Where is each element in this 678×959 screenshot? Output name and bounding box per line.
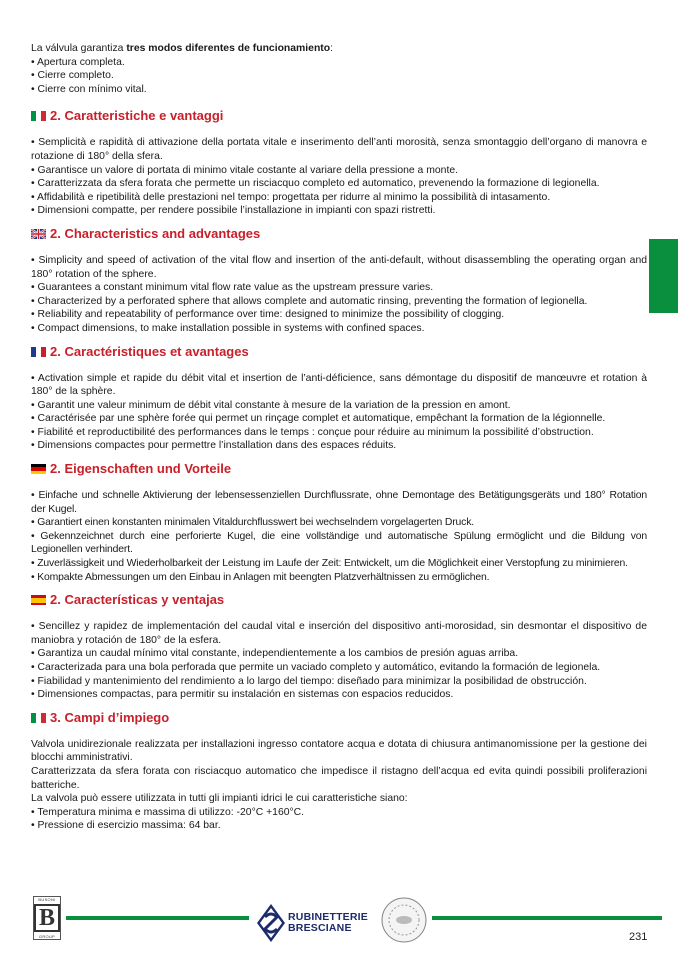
list-item: • Sencillez y rapidez de implementación del caudal vital e inserción del dispositivo anti-morosidad, sin desmontar el dispositivo de maniobra y rotación de 180° de la esfera. [31,620,647,647]
brand-logo [256,900,368,946]
group-logo-letter: B [34,904,60,932]
bullet-list [31,620,647,702]
list-item: • Dimensioni compatte, per rendere possibile l’installazione in impianti con spazi ristretti. [31,204,647,218]
list-item: • Garantiza un caudal mínimo vital constante, independientemente a los cambios de presión aguas arriba. [31,647,647,661]
section-heading [31,108,647,124]
page-number: 231 [629,931,648,943]
uk-flag-icon [31,229,46,239]
footer-rule [66,916,249,920]
germany-flag-icon [31,464,46,474]
intro-block [31,42,647,96]
section-en [31,226,647,336]
section-tab [649,239,678,313]
section-title: 2. Eigenschaften und Vorteile [50,461,232,477]
busoni-group-logo [33,896,61,940]
section-de [31,461,647,584]
list-item: • Garantit une valeur minimum de débit vital constante à mesure de la variation de la pression en amont. [31,399,647,413]
list-item: • Semplicità e rapidità di attivazione della portata vitale e inserimento dell’anti morosità, senza smontaggio dell’organo di manovra e rotazione di 180° della sfera. [31,136,647,163]
list-item: • Caratterizzata da sfera forata che permette un risciacquo completo ed automatico, prevenendo la formazione di legionella. [31,177,647,191]
section-title: 2. Characteristics and advantages [50,225,261,241]
list-item: • Garantiert einen konstanten minimalen Vitaldurchflusswert bei wechselndem vorgelagerten Druck. [31,516,647,530]
bullet-list [31,372,647,454]
list-item: • Reliability and repeatability of performance over time: designed to minimize the possibility of clogging. [31,308,647,322]
list-item: • Dimensions compactes pour permettre l’installation dans des espaces réduits. [31,439,647,453]
section-fr [31,344,647,454]
section-heading [31,344,647,360]
section-title: 2. Caratteristiche e vantaggi [50,108,224,124]
usage-paragraph: Caratterizzata da sfera forata con risciacquo automatico che impedisce il ristagno dell’acqua ed evita quindi possibili proliferazioni batteriche. [31,765,647,791]
list-item: • Caractérisée par une sphère forée qui permet un rinçage complet et automatique, empêchant la formation de la légionnelle. [31,412,647,426]
bullet-list [31,136,647,218]
intro-line [31,42,647,56]
group-logo-bottom: GROUP [38,934,56,939]
list-item: • Zuverlässigkeit und Wiederholbarkeit der Leistung im Laufe der Zeit: Entwickelt, um die Möglichkeit einer Verstopfung zu minimieren. [31,557,647,571]
section-title: 3. Campi d’impiego [50,709,170,725]
section-title: 2. Caractéristiques et avantages [50,343,249,359]
intro-suffix: : [330,43,334,54]
intro-bold: tres modos diferentes de funcionamiento [126,43,331,54]
brand-name [288,912,368,934]
list-item: • Simplicity and speed of activation of the vital flow and insertion of the anti-default, without disassembling the operating organ and 180° rotation of the sphere. [31,254,647,281]
section-title: 2. Características y ventajas [50,592,225,608]
list-item: • Compact dimensions, to make installation possible in systems with confined spaces. [31,322,647,336]
section-heading [31,461,647,477]
section-heading [31,710,647,726]
page-content [31,42,647,833]
list-item: • Einfache und schnelle Aktivierung der lebensessenziellen Durchflussrate, ohne Demontage des Betätigungsgeräts und 180° Rotation der Kugel. [31,489,647,516]
list-item: • Guarantees a constant minimum vital flow rate value as the upstream pressure varies. [31,281,647,295]
usage-paragraph: La valvola può essere utilizzata in tutti gli impianti idrici le cui caratteristiche siano: [31,793,408,805]
section-it [31,108,647,218]
usage-item: • Pressione di esercizio massima: 64 bar. [31,820,221,832]
bullet-list [31,489,647,584]
list-item: • Dimensiones compactas, para permitir su instalación en sistemas con espacios reducidos. [31,688,647,702]
bullet-list [31,254,647,336]
usage-paragraph: Valvola unidirezionale realizzata per installazioni ingresso contatore acqua e dotata di chiusura antimanomissione per la gestione dei blocchi amministrativi. [31,738,647,764]
intro-prefix: La válvula garantiza [31,43,127,54]
list-item: • Affidabilità e ripetibilità delle prestazioni nel tempo: progettata per ridurre al minimo la possibilità di intasamento. [31,191,647,205]
footer-rule [432,916,662,920]
intro-item: • Cierre con mínimo vital. [31,83,147,95]
group-logo-top: BUSONI [38,897,56,902]
list-item: • Caracterizada para una bola perforada que permite un vaciado completo y automático, evitando la formación de legionela. [31,661,647,675]
brand-line-2: BRESCIANE [288,922,352,934]
section-heading [31,592,647,608]
list-item: • Fiabilidad y mantenimiento del rendimiento a lo largo del tiempo: diseñado para minimizar la posibilidad de obstrucción. [31,675,647,689]
list-item: • Activation simple et rapide du débit vital et insertion de l’anti-déficience, sans démontage du dispositif de manœuvre et rotation à 180° de la sphère. [31,372,647,399]
spain-flag-icon [31,595,46,605]
italy-flag-icon [31,111,46,121]
section-es [31,592,647,702]
list-item: • Kompakte Abmessungen um den Einbau in Anlagen mit beengten Platzverhältnissen zu ermöglichen. [31,571,647,585]
section-usage [31,710,647,833]
usage-item: • Temperatura minima e massima di utilizzo: -20°C +160°C. [31,806,305,818]
list-item: • Garantisce un valore di portata di minimo vitale costante al variare della pressione a monte. [31,164,647,178]
list-item: • Characterized by a perforated sphere that allows complete and automatic rinsing, preventing the formation of legionella. [31,295,647,309]
france-flag-icon [31,347,46,357]
certification-seal-icon [380,896,428,944]
brand-line-1: RUBINETTERIE [288,911,368,923]
intro-item: • Apertura completa. [31,56,125,68]
section-heading [31,226,647,242]
brand-mark-icon [256,903,286,943]
intro-item: • Cierre completo. [31,70,114,82]
list-item: • Gekennzeichnet durch eine perforierte Kugel, die eine vollständige und automatische Spülung ermöglicht und die Bildung von Legionellen verhindert. [31,530,647,557]
page-footer [0,896,678,959]
italy-flag-icon [31,713,46,723]
list-item: • Fiabilité et reproductibilité des performances dans le temps : conçue pour réduire au minimum la possibilité d’obstruction. [31,426,647,440]
